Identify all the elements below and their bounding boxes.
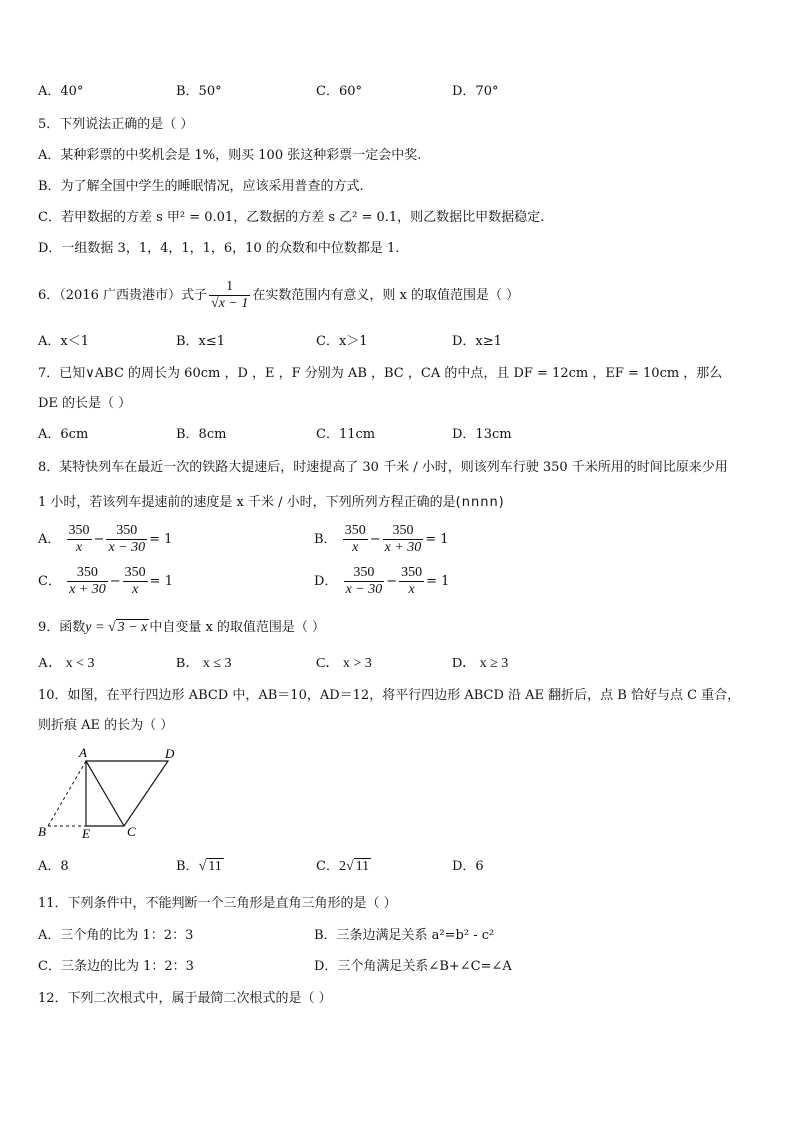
q7-line-1: 7．已知∨ABC 的周长为 60cm ，D ，E ，F 分别为 AB ，BC ，CA 的中点，且 DF = 12cm ，EF = 10cm ，那么: [38, 366, 723, 381]
q5-option-c: C．若甲数据的方差 s 甲² = 0.01，乙数据的方差 s 乙² = 0.1，则乙数据比甲数据稳定.: [38, 210, 545, 225]
label-c: C: [127, 824, 136, 839]
q10-option-c: [316, 858, 371, 876]
q11-stem: 11．下列条件中，不能判断一个三角形是直角三角形的是（ ）: [38, 896, 397, 911]
q8-c-d2: x: [123, 581, 148, 598]
q8-option-b-label: B．: [314, 532, 337, 547]
q8-b-rhs: = 1: [425, 532, 449, 547]
q6-fraction: [209, 279, 250, 312]
q9-option-d: D． x ≥ 3: [452, 656, 509, 671]
q10-c-radicand: 11: [355, 859, 370, 874]
label-d: D: [165, 746, 175, 761]
q10-figure: [36, 744, 196, 840]
q10-line-2: 则折痕 AE 的长为（ ）: [38, 718, 174, 733]
q8-c-n1: 350: [76, 565, 98, 580]
q9-stem: [38, 619, 325, 637]
q10-option-d: D．6: [452, 859, 484, 874]
q8-line-1: 8．某特快列车在最近一次的铁路大提速后，时速提高了 30 千米 / 小时，则该列车行驶 350 千米所用的时间比原来少用: [38, 460, 728, 475]
q8-b-d1: x: [343, 539, 368, 556]
q8-a-rhs: = 1: [149, 532, 173, 547]
q8-a-n1: 350: [68, 523, 90, 538]
q10-c-radical: √ 11: [345, 859, 370, 874]
q8-d-n1: 350: [353, 565, 375, 580]
q8-option-c-label: C．: [38, 574, 61, 589]
q9-stem-pre: 9．函数: [38, 620, 86, 635]
q6-frac-den: √x − 1: [211, 296, 249, 311]
q6-option-a: A．x＜1: [38, 334, 89, 349]
q10-line-1: 10．如图，在平行四边形 ABCD 中，AB＝10，AD＝12，将平行四边形 ABCD 沿 AE 翻折后，点 B 恰好与点 C 重合，: [38, 688, 741, 703]
q8-line-2-text: 1 小时，若该列车提速前的速度是 x 千米 / 小时，下列所列方程正确的是: [38, 495, 456, 510]
q9-stem-post: 中自变量 x 的取值范围是（ ）: [149, 620, 326, 635]
q10-option-b-label: B．: [176, 859, 199, 874]
q5-option-d: D．一组数据 3，1，4，1，1，6，10 的众数和中位数都是 1.: [38, 241, 400, 256]
q8-option-c: C． $\frac{350}{x + 30}$ − $\frac{350}{x}$ = 1: [38, 565, 173, 597]
q4-option-b: B．50°: [176, 84, 222, 99]
q9-option-b: B． x ≤ 3: [176, 656, 232, 671]
q6-stem: [38, 276, 519, 316]
q8-option-a: A． $\frac{350}{x}$ − $\frac{350}{x - 30}$ = 1: [38, 523, 173, 555]
q6-option-c: C．x＞1: [316, 334, 368, 349]
q5-option-b: B．为了解全国中学生的睡眠情况，应该采用普查的方式.: [38, 179, 364, 194]
label-a: A: [79, 745, 87, 760]
q7-option-c: C．11cm: [316, 427, 376, 442]
q8-d-d1: x − 30: [345, 582, 383, 597]
q9-func: y =: [85, 620, 108, 635]
q8-b-frac-2: [383, 523, 424, 556]
q11-option-a: A．三个角的比为 1：2：3: [38, 928, 194, 943]
q10-c-coef: 2: [338, 859, 346, 874]
q10-b-radical: √ 11: [198, 859, 222, 874]
q7-option-a: A．6cm: [38, 427, 89, 442]
q10-option-a: A．8: [38, 859, 69, 874]
q9-option-a: A． x < 3: [38, 656, 95, 671]
q8-c-frac-1: [67, 565, 108, 598]
q8-b-d2: x + 30: [384, 540, 422, 555]
q8-c-rhs: = 1: [149, 574, 173, 589]
q8-option-a-label: A．: [38, 532, 61, 547]
q10-b-radicand: 11: [208, 859, 222, 874]
q8-b-n1: 350: [344, 523, 366, 538]
label-e: E: [82, 826, 90, 840]
q12-stem: 12．下列二次根式中，属于最简二次根式的是（ ）: [38, 991, 332, 1006]
q6-stem-post: 在实数范围内有意义，则 x 的取值范围是（ ）: [252, 288, 520, 303]
q10-option-b: [176, 858, 224, 876]
q9-radicand: 3 − x: [117, 620, 148, 635]
q8-a-frac-2: [106, 523, 147, 556]
q10-option-c-label: C．: [316, 859, 339, 874]
q5-stem: 5．下列说法正确的是（ ）: [38, 117, 194, 132]
q8-d-n2: 350: [401, 565, 423, 580]
q8-a-d1: x: [67, 539, 92, 556]
q11-option-d: D．三个角满足关系∠B+∠C=∠A: [314, 959, 512, 974]
q4-option-d: D．70°: [452, 84, 499, 99]
q8-d-frac-2: [399, 565, 424, 598]
q8-b-n2: 350: [392, 523, 414, 538]
q8-d-d2: x: [399, 581, 424, 598]
segment-ac: [86, 761, 124, 826]
q5-option-a: A．某种彩票的中奖机会是 1%，则买 100 张这种彩票一定会中奖.: [38, 148, 422, 163]
q7-line-2: DE 的长是（ ）: [38, 396, 132, 411]
q8-d-frac-1: [344, 565, 385, 598]
q7-option-b: B．8cm: [176, 427, 227, 442]
q8-c-n2: 350: [124, 565, 146, 580]
q8-option-d: D． $\frac{350}{x - 30}$ − $\frac{350}{x}$ = 1: [314, 565, 450, 597]
q11-option-b: B．三条边满足关系 a²=b² - c²: [314, 928, 495, 943]
q8-d-rhs: = 1: [426, 574, 450, 589]
q9-radical: √ 3 − x: [107, 620, 148, 635]
q6-frac-num: 1: [226, 279, 234, 294]
q6-option-b: B．x≤1: [176, 334, 226, 349]
q8-option-b: B． $\frac{350}{x}$ − $\frac{350}{x + 30}$ = 1: [314, 523, 449, 555]
q11-option-c: C．三条边的比为 1：2：3: [38, 959, 194, 974]
q8-a-n2: 350: [116, 523, 138, 538]
q8-a-d2: x − 30: [108, 540, 146, 555]
q8-b-frac-1: [343, 523, 368, 556]
q8-c-d1: x + 30: [69, 582, 106, 597]
q9-option-c: C． x > 3: [316, 656, 372, 671]
fold-line-ab: [48, 761, 86, 826]
q8-c-frac-2: [123, 565, 148, 598]
q8-a-frac-1: [67, 523, 92, 556]
q8-option-d-label: D．: [314, 574, 338, 589]
q4-option-c: C．60°: [316, 84, 362, 99]
parallelogram-aecd: [86, 761, 168, 826]
q8-answer-blank: (nnnn): [455, 495, 505, 510]
q6-option-d: D．x≥1: [452, 334, 502, 349]
q6-stem-pre: 6．（2016 广西贵港市）式子: [38, 288, 207, 303]
q6-frac-den-radicand: x − 1: [218, 296, 249, 311]
label-b: B: [38, 824, 46, 839]
q8-line-2: [38, 494, 505, 512]
q4-option-a: A．40°: [38, 84, 84, 99]
q7-option-d: D．13cm: [452, 427, 512, 442]
